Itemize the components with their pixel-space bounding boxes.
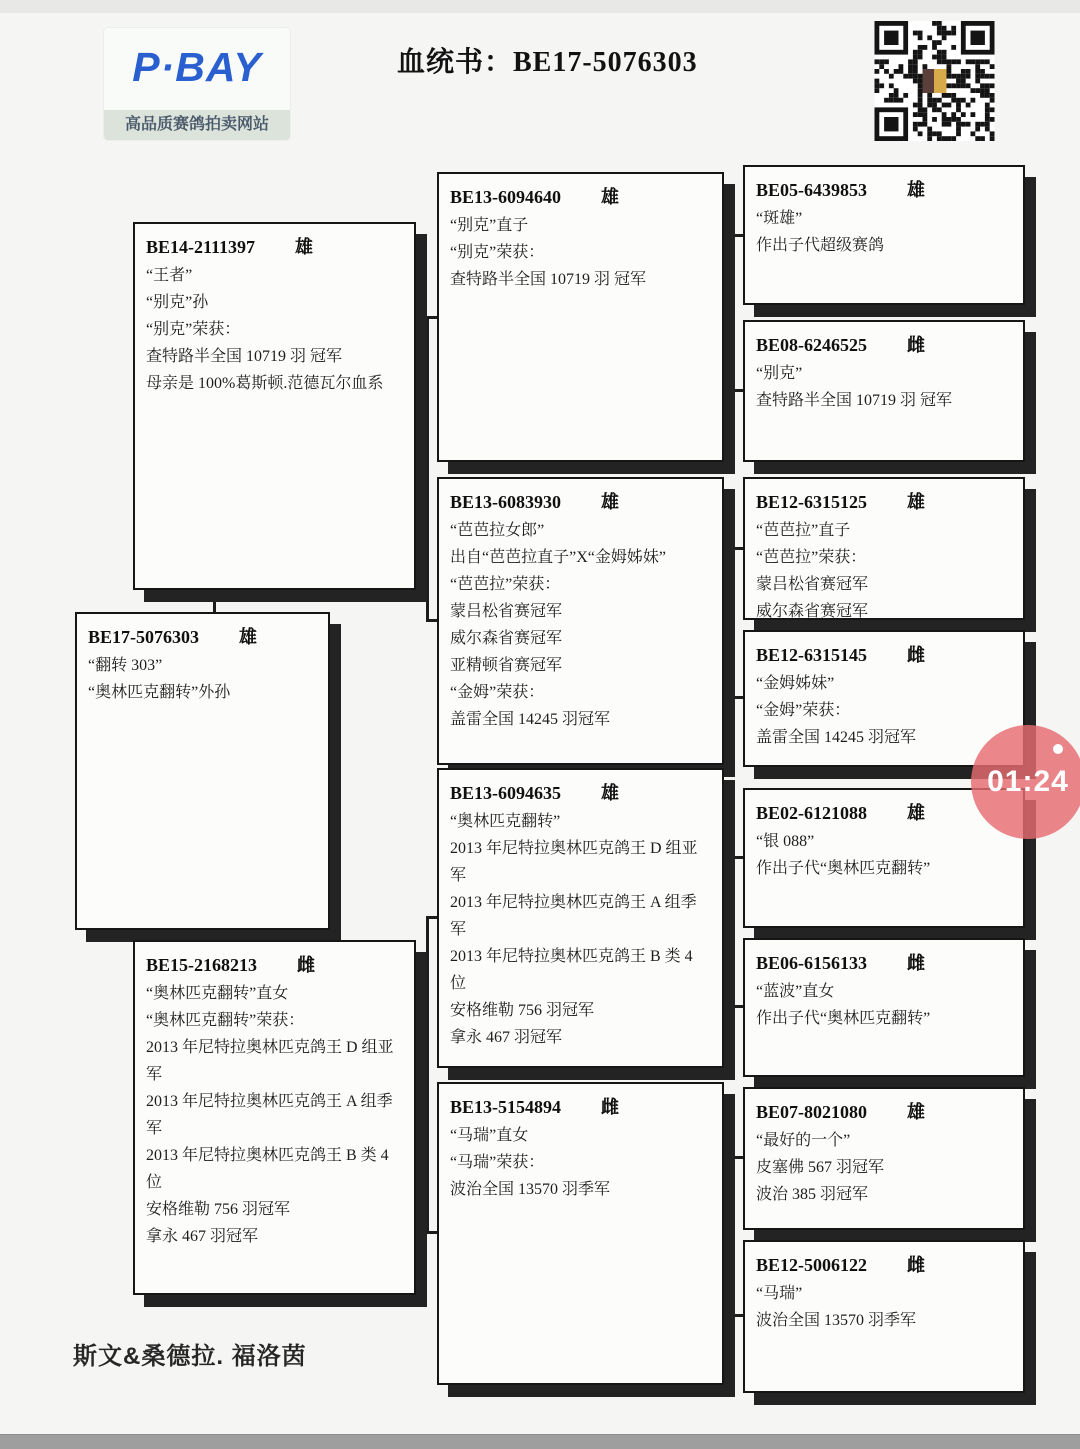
video-timestamp-badge	[971, 725, 1080, 839]
ring-number: BE13-6094640	[450, 187, 562, 207]
pedigree-line: 亚精顿省赛冠军	[450, 657, 563, 674]
connector-line	[730, 547, 743, 550]
qr-code-image	[868, 21, 1001, 141]
pedigree-line: “金姆”荣获：	[756, 702, 851, 719]
pedigree-box-sire	[133, 222, 416, 590]
box-lines	[756, 517, 1012, 620]
sex-label: 雌	[907, 1255, 926, 1275]
pedigree-line: “别克”	[756, 365, 803, 382]
ring-number: BE02-6121088	[756, 803, 868, 823]
pedigree-line: “别克”荣获：	[450, 244, 545, 261]
pedigree-line: 拿永 467 羽冠军	[450, 1029, 563, 1046]
pedigree-line: 查特路半全国 10719 羽 冠军	[450, 271, 647, 288]
pedigree-line: “芭芭拉”荣获：	[756, 549, 867, 566]
sex-label: 雌	[907, 953, 926, 973]
box-lines	[756, 828, 1012, 882]
connector-line	[730, 389, 743, 392]
ring-number: BE08-6246525	[756, 335, 868, 355]
pedigree-line: “芭芭拉”荣获：	[450, 576, 561, 593]
connector-line	[426, 316, 429, 622]
pedigree-line: “金姆”荣获：	[450, 684, 545, 701]
connector-line	[730, 696, 743, 699]
video-timestamp: 01:24	[987, 765, 1069, 798]
sex-label: 雌	[907, 335, 926, 355]
pedigree-line: 作出子代“奥林匹克翻转”	[756, 860, 931, 877]
connector-line	[426, 619, 437, 622]
sex-label: 雌	[601, 1097, 620, 1117]
pedigree-line: “芭芭拉女郎”	[450, 522, 545, 539]
ring-number: BE06-6156133	[756, 953, 868, 973]
pedigree-box-g3-1	[437, 172, 724, 462]
pedigree-line: 2013 年尼特拉奥林匹克鸽王 A 组季军	[450, 894, 697, 938]
pedigree-line: 出自“芭芭拉直子”X“金姆姊妹”	[450, 549, 666, 566]
pedigree-box-g4-2	[743, 320, 1025, 462]
pbay-logo-tagline: 高品质赛鸽拍卖网站	[104, 110, 290, 140]
connector-line	[730, 1005, 743, 1008]
ring-number: BE14-2111397	[146, 237, 256, 257]
sex-label: 雄	[239, 627, 258, 647]
pedigree-line: “金姆姊妹”	[756, 675, 835, 692]
pedigree-line: 蒙吕松省赛冠军	[756, 576, 869, 593]
pedigree-line: 安格维勒 756 羽冠军	[450, 1002, 595, 1019]
sex-label: 雌	[297, 955, 316, 975]
top-margin-strip	[0, 0, 1080, 13]
box-lines	[146, 980, 403, 1250]
pedigree-line: 查特路半全国 10719 羽 冠军	[146, 348, 343, 365]
ring-number: BE17-5076303	[88, 627, 200, 647]
connector-line	[730, 234, 733, 392]
pedigree-box-g4-7	[743, 1087, 1025, 1230]
pedigree-line: 2013 年尼特拉奥林匹克鸽王 A 组季军	[146, 1093, 393, 1137]
pedigree-line: 威尔森省赛冠军	[450, 630, 563, 647]
pedigree-line: “银 088”	[756, 833, 815, 850]
ring-number: BE12-6315125	[756, 492, 868, 512]
connector-line	[426, 916, 437, 919]
connector-line	[730, 856, 733, 1008]
ring-number: BE07-8021080	[756, 1102, 868, 1122]
pedigree-line: “芭芭拉”直子	[756, 522, 851, 539]
ring-row	[450, 1092, 711, 1122]
ring-row	[756, 1097, 1012, 1127]
connector-line	[213, 590, 216, 614]
sex-label: 雄	[907, 803, 926, 823]
box-lines	[450, 1122, 711, 1203]
ring-row	[450, 487, 711, 517]
pedigree-line: 2013 年尼特拉奥林匹克鸽王 B 类 4 位	[146, 1147, 389, 1191]
connector-line	[415, 404, 428, 407]
ring-row	[756, 487, 1012, 517]
sex-label: 雄	[907, 180, 926, 200]
box-lines	[88, 652, 317, 706]
bottom-margin-strip	[0, 1434, 1080, 1449]
ring-row	[756, 798, 1012, 828]
pedigree-line: “别克”荣获：	[146, 321, 241, 338]
sex-label: 雄	[907, 1102, 926, 1122]
pedigree-line: 盖雷全国 14245 羽冠军	[450, 711, 611, 728]
ring-row	[756, 1250, 1012, 1280]
pedigree-line: 拿永 467 羽冠军	[146, 1228, 259, 1245]
pedigree-line: “别克”孙	[146, 294, 209, 311]
pbay-logo	[104, 28, 290, 140]
ring-row	[450, 778, 711, 808]
pedigree-line: 波治全国 13570 羽季军	[756, 1312, 917, 1329]
pedigree-line: 皮塞佛 567 羽冠军	[756, 1159, 885, 1176]
sex-label: 雄	[907, 492, 926, 512]
pedigree-line: 安格维勒 756 羽冠军	[146, 1201, 291, 1218]
pedigree-line: 波治 385 羽冠军	[756, 1186, 869, 1203]
ring-number: BE15-2168213	[146, 955, 258, 975]
record-dot-icon	[1053, 744, 1063, 754]
pedigree-line: “蓝波”直女	[756, 983, 835, 1000]
pedigree-line: “马瑞”荣获：	[450, 1154, 545, 1171]
ring-number: BE12-5006122	[756, 1255, 868, 1275]
box-lines	[450, 212, 711, 293]
pedigree-line: “奥林匹克翻转”荣获：	[146, 1012, 305, 1029]
ring-row	[88, 622, 317, 652]
pedigree-line: “最好的一个”	[756, 1132, 851, 1149]
connector-line	[426, 916, 429, 1234]
ring-row	[146, 232, 403, 262]
pedigree-line: 威尔森省赛冠军	[756, 603, 869, 620]
ring-number: BE05-6439853	[756, 180, 868, 200]
ring-number: BE13-6094635	[450, 783, 562, 803]
box-lines	[756, 670, 1012, 751]
connector-line	[730, 1314, 743, 1317]
sex-label: 雄	[601, 783, 620, 803]
pedigree-line: 查特路半全国 10719 羽 冠军	[756, 392, 953, 409]
page-title: 血统书：BE17-5076303	[397, 47, 698, 78]
pedigree-line: 2013 年尼特拉奥林匹克鸽王 D 组亚军	[450, 840, 698, 884]
ring-number: BE12-6315145	[756, 645, 868, 665]
pedigree-line: “奥林匹克翻转”直女	[146, 985, 289, 1002]
pedigree-line: “奥林匹克翻转”外孙	[88, 684, 231, 701]
pedigree-box-subject	[75, 612, 330, 930]
box-lines	[756, 1127, 1012, 1208]
box-lines	[146, 262, 403, 397]
breeder-name: 斯文&桑德拉. 福洛茵	[73, 1343, 307, 1370]
pedigree-box-g3-3	[437, 768, 724, 1068]
ring-row	[450, 182, 711, 212]
ring-row	[146, 950, 403, 980]
pedigree-line: 母亲是 100%葛斯顿.范德瓦尔血系	[146, 375, 384, 392]
pedigree-line: 作出子代超级赛鸽	[756, 237, 885, 254]
pedigree-line: 2013 年尼特拉奥林匹克鸽王 B 类 4 位	[450, 948, 693, 992]
box-lines	[450, 808, 711, 1051]
connector-line	[730, 234, 743, 237]
pedigree-box-g4-8	[743, 1240, 1025, 1393]
pedigree-box-g4-3	[743, 477, 1025, 620]
sex-label: 雌	[907, 645, 926, 665]
sex-label: 雄	[295, 237, 314, 257]
sex-label: 雄	[601, 492, 620, 512]
pedigree-line: 蒙吕松省赛冠军	[450, 603, 563, 620]
pedigree-box-g4-6	[743, 938, 1025, 1077]
box-lines	[756, 1280, 1012, 1334]
pedigree-line: “翻转 303”	[88, 657, 163, 674]
pedigree-line: “王者”	[146, 267, 193, 284]
connector-line	[426, 1231, 437, 1234]
sex-label: 雄	[601, 187, 620, 207]
box-lines	[756, 978, 1012, 1032]
connector-line	[730, 1156, 743, 1159]
pedigree-line: “斑雄”	[756, 210, 803, 227]
ring-row	[756, 330, 1012, 360]
box-lines	[450, 517, 711, 733]
connector-line	[730, 1156, 733, 1317]
ring-row	[756, 948, 1012, 978]
ring-number: BE13-5154894	[450, 1097, 562, 1117]
pedigree-box-g3-2	[437, 477, 724, 765]
connector-line	[415, 1116, 428, 1119]
pedigree-line: “马瑞”	[756, 1285, 803, 1302]
box-lines	[756, 360, 1012, 414]
pbay-logo-text: P·BAY	[132, 44, 262, 90]
pedigree-line: 2013 年尼特拉奥林匹克鸽王 D 组亚军	[146, 1039, 394, 1083]
ring-row	[756, 640, 1012, 670]
connector-line	[730, 547, 733, 699]
pedigree-line: “奥林匹克翻转”	[450, 813, 561, 830]
connector-line	[426, 316, 437, 319]
pedigree-line: 盖雷全国 14245 羽冠军	[756, 729, 917, 746]
pedigree-box-g4-1	[743, 165, 1025, 305]
pedigree-line: 波治全国 13570 羽季军	[450, 1181, 611, 1198]
ring-number: BE13-6083930	[450, 492, 562, 512]
connector-line	[730, 856, 743, 859]
box-lines	[756, 205, 1012, 259]
pedigree-box-dam	[133, 940, 416, 1295]
pedigree-box-g3-4	[437, 1082, 724, 1385]
pedigree-line: “马瑞”直女	[450, 1127, 529, 1144]
pedigree-line: 作出子代“奥林匹克翻转”	[756, 1010, 931, 1027]
pedigree-line: “别克”直子	[450, 217, 529, 234]
ring-row	[756, 175, 1012, 205]
